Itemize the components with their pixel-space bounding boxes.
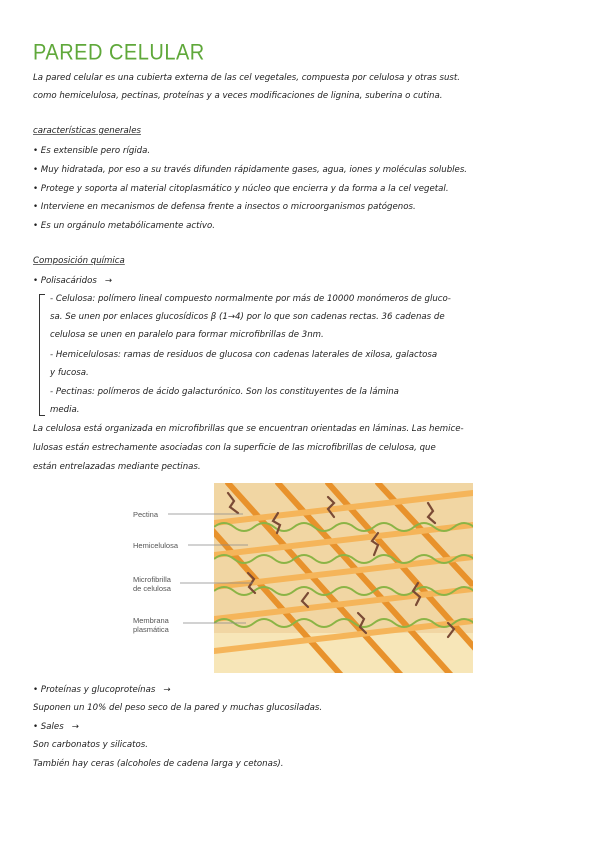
sub-line-2: sa. Se unen por enlaces glucosídicos β (1→4) por lo que son cadenas rectas. 36 cadenas de: [50, 312, 445, 322]
label-hemicelulosa: Hemicelulosa: [133, 541, 179, 550]
characteristic-item-1: • Es extensible pero rígida.: [33, 146, 151, 156]
label-microfibrilla-line-2: de celulosa: [133, 584, 171, 593]
arrow-icon: →: [104, 276, 113, 286]
label-microfibrilla: [133, 575, 171, 593]
waxes-line: También hay ceras (alcoholes de cadena larga y cetonas).: [33, 759, 284, 769]
paragraph-line-1: La celulosa está organizada en microfibrillas que se encuentran orientadas en láminas. Las hemice-: [33, 424, 464, 434]
sub-line-5: y fucosa.: [50, 368, 89, 378]
characteristics-heading: características generales: [33, 126, 141, 136]
label-membrana-line-2: plasmática: [133, 625, 169, 634]
salts-text: • Sales: [33, 722, 64, 732]
label-membrana: [133, 616, 169, 634]
arrow-icon: →: [163, 685, 171, 695]
proteins-desc: Suponen un 10% del peso seco de la pared y muchas glucosiladas.: [33, 703, 323, 713]
intro-line-1: La pared celular es una cubierta externa de las cel vegetales, compuesta por celulosa y otras sust.: [33, 73, 460, 83]
polysaccharides-text: • Polisacáridos: [33, 276, 97, 286]
page-title: PARED CELULAR: [33, 40, 205, 66]
sub-line-3: celulosa se unen en paralelo para formar microfibrillas de 3nm.: [50, 330, 324, 340]
characteristic-item-5: • Es un orgánulo metabólicamente activo.: [33, 221, 215, 231]
intro-line-2: como hemicelulosa, pectinas, proteínas y a veces modificaciones de lignina, suberina o cutina.: [33, 91, 443, 101]
paragraph-line-2: lulosas están estrechamente asociadas con la superficie de las microfibrillas de celulosa, que: [33, 443, 436, 453]
label-microfibrilla-line-1: Microfibrilla: [133, 575, 171, 584]
paragraph-line-3: están entrelazadas mediante pectinas.: [33, 462, 201, 472]
sub-line-6: - Pectinas: polímeros de ácido galacturónico. Son los constituyentes de la lámina: [50, 387, 399, 397]
label-pectina: Pectina: [133, 510, 159, 519]
arrow-icon: →: [71, 722, 79, 732]
salts-label: [33, 722, 79, 732]
characteristic-item-3: • Protege y soporta al material citoplasmático y núcleo que encierra y da forma a la cel vegetal.: [33, 184, 449, 194]
cell-wall-illustration: [128, 483, 473, 673]
proteins-text: • Proteínas y glucoproteínas: [33, 685, 156, 695]
salts-desc: Son carbonatos y silicatos.: [33, 740, 148, 750]
label-membrana-line-1: Membrana: [133, 616, 169, 625]
sub-line-1: - Celulosa: polímero lineal compuesto normalmente por más de 10000 monómeros de gluco-: [50, 294, 451, 304]
sub-line-4: - Hemicelulosas: ramas de residuos de glucosa con cadenas laterales de xilosa, galactosa: [50, 350, 438, 360]
bracket-divider: [39, 294, 45, 416]
characteristic-item-4: • Interviene en mecanismos de defensa frente a insectos o microorganismos patógenos.: [33, 202, 416, 212]
cell-wall-diagram: [128, 483, 473, 673]
polysaccharides-label: [33, 276, 112, 286]
proteins-label: [33, 685, 171, 695]
sub-line-7: media.: [50, 405, 80, 415]
characteristic-item-2: • Muy hidratada, por eso a su través difunden rápidamente gases, agua, iones y moléculas solubles.: [33, 165, 468, 175]
composition-heading: Composición química: [33, 256, 125, 266]
